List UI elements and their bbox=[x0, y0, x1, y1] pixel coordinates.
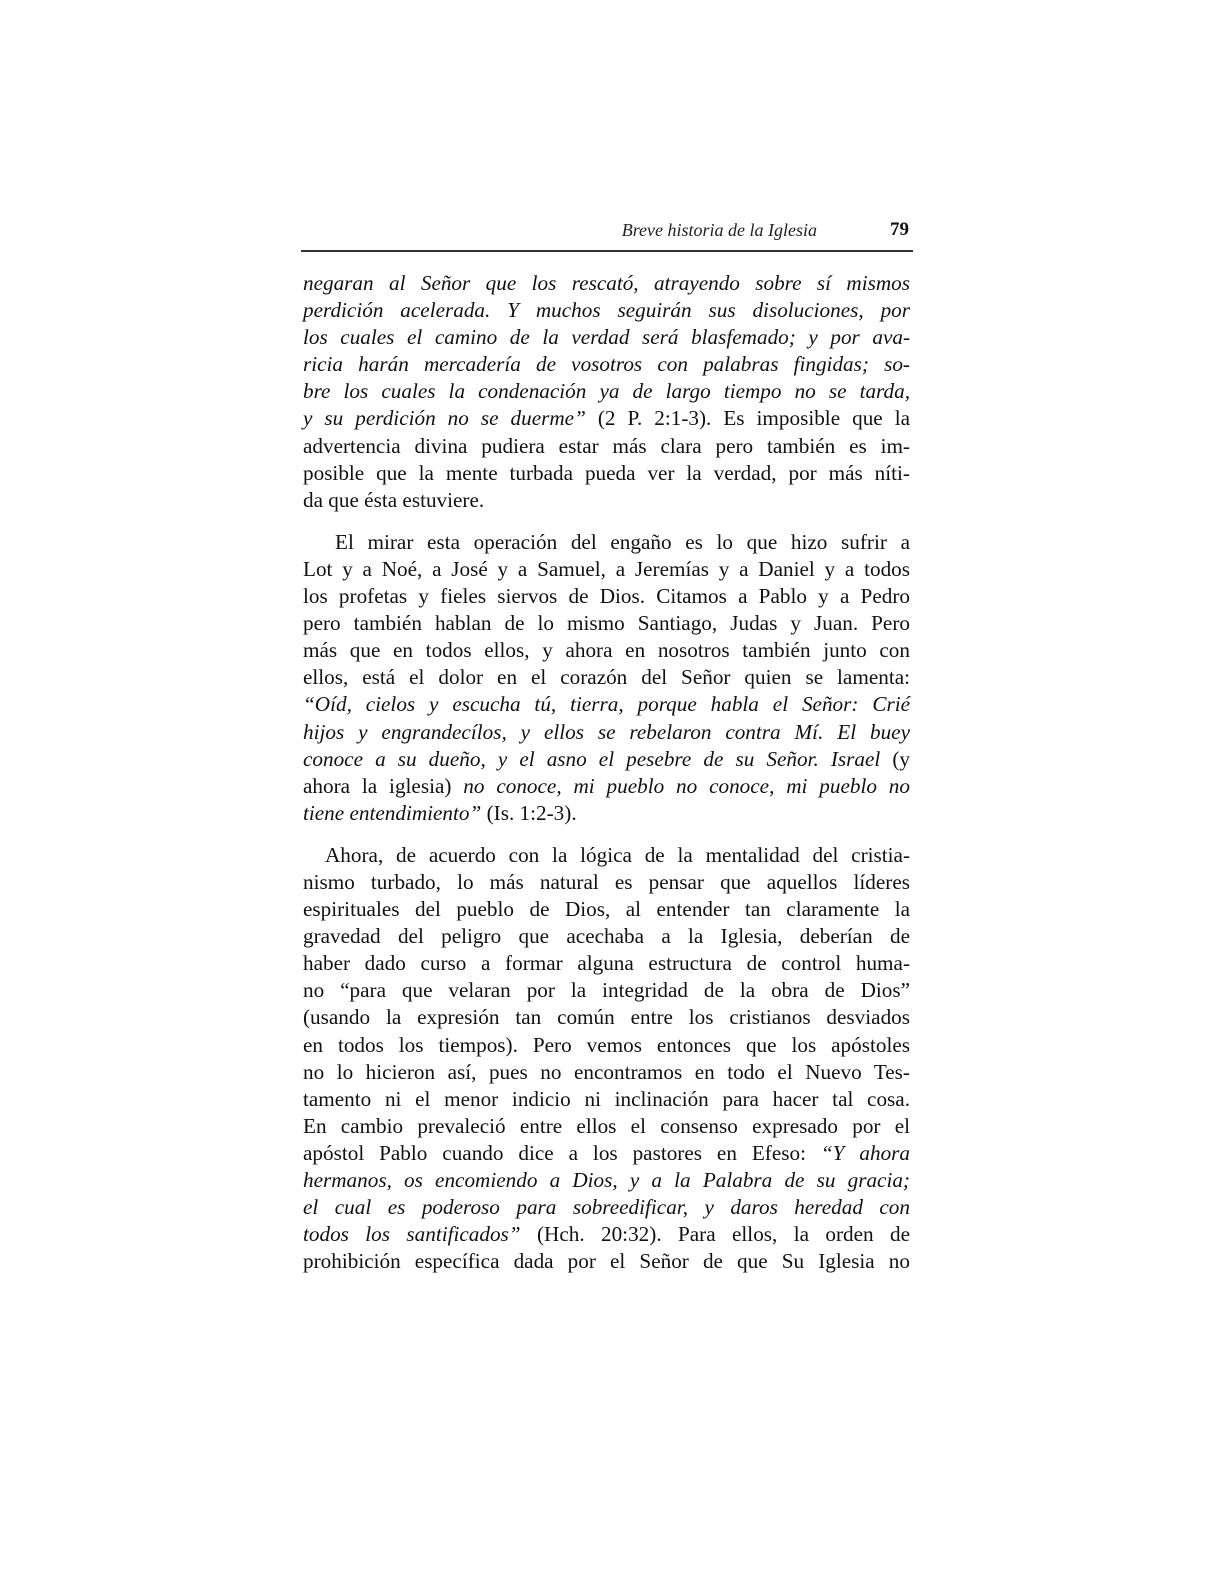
text-line bbox=[303, 324, 910, 351]
text-run: haber dado curso a formar alguna estructura de control huma- bbox=[303, 951, 910, 976]
text-line bbox=[303, 1113, 910, 1140]
running-header bbox=[301, 218, 913, 252]
text-run: advertencia divina pudiera estar más clara pero también es im- bbox=[303, 433, 910, 458]
text-line bbox=[303, 583, 910, 610]
text-line bbox=[303, 950, 910, 977]
text-run: posible que la mente turbada pueda ver la verdad, por más níti- bbox=[303, 460, 910, 485]
text-line bbox=[303, 1167, 910, 1194]
text-run: (2 P. 2:1-3). Es imposible que la bbox=[585, 406, 910, 431]
italic-text: tiene entendimiento” bbox=[303, 800, 482, 825]
italic-text: “Oíd, cielos y escucha tú, tierra, porque habla el Señor: Crié bbox=[303, 692, 910, 717]
text-line bbox=[303, 297, 910, 324]
text-line bbox=[303, 719, 910, 746]
text-run: (Is. 1:2-3). bbox=[481, 800, 577, 825]
text-line bbox=[303, 1059, 910, 1086]
text-line bbox=[303, 896, 910, 923]
paragraph bbox=[303, 842, 910, 1276]
text-line bbox=[303, 1194, 910, 1221]
text-run: no lo hicieron así, pues no encontramos en todo el Nuevo Tes- bbox=[303, 1059, 910, 1084]
text-line bbox=[303, 556, 910, 583]
italic-text: conoce a su dueño, y el asno el pesebre de su Señor. Israel bbox=[303, 746, 881, 771]
text-run: (y bbox=[880, 746, 910, 771]
text-run: tamento ni el menor indicio ni inclinación para hacer tal cosa. bbox=[303, 1086, 910, 1111]
italic-text: negaran al Señor que los rescató, atrayendo sobre sí mismos bbox=[303, 271, 910, 295]
text-run: nismo turbado, lo más natural es pensar que aquellos líderes bbox=[303, 869, 910, 894]
text-run: gravedad del peligro que acechaba a la Iglesia, deberían de bbox=[303, 924, 910, 949]
text-line bbox=[303, 270, 910, 297]
italic-text: no conoce, mi pueblo no conoce, mi pueblo no bbox=[451, 773, 910, 798]
text-run: espirituales del pueblo de Dios, al entender tan claramente la bbox=[303, 897, 910, 922]
italic-text: el cual es poderoso para sobreedificar, y daros heredad con bbox=[303, 1195, 910, 1220]
body-text bbox=[303, 270, 910, 1275]
italic-text: todos los santificados” bbox=[303, 1222, 521, 1247]
text-line bbox=[303, 610, 910, 637]
text-line bbox=[303, 842, 910, 869]
text-run: no “para que velaran por la integridad de la obra de Dios” bbox=[303, 978, 910, 1003]
italic-text: y su perdición no se duerme” bbox=[303, 406, 586, 431]
paragraph bbox=[303, 529, 910, 827]
text-run: en todos los tiempos). Pero vemos entonces que los apóstoles bbox=[303, 1032, 910, 1057]
text-run: pero también hablan de lo mismo Santiago, Judas y Juan. Pero bbox=[303, 611, 910, 636]
text-line bbox=[303, 691, 910, 718]
text-line bbox=[303, 487, 910, 514]
text-line bbox=[303, 664, 910, 691]
italic-text: hermanos, os encomiendo a Dios, y a la Palabra de su gracia; bbox=[303, 1168, 910, 1192]
text-line bbox=[303, 405, 910, 432]
text-line bbox=[303, 869, 910, 896]
text-line bbox=[303, 977, 910, 1004]
italic-text: “Y ahora bbox=[820, 1140, 910, 1165]
text-run: Ahora, de acuerdo con la lógica de la mentalidad del cristia- bbox=[325, 842, 910, 867]
text-line bbox=[303, 460, 910, 487]
text-line bbox=[303, 351, 910, 378]
text-line bbox=[303, 923, 910, 950]
text-run: (usando la expresión tan común entre los cristianos desviados bbox=[303, 1005, 910, 1030]
text-run: ellos, está el dolor en el corazón del Señor quien se lamenta: bbox=[303, 665, 910, 690]
text-run: apóstol Pablo cuando dice a los pastores en Efeso: bbox=[303, 1140, 821, 1165]
text-line bbox=[303, 637, 910, 664]
text-run: En cambio prevaleció entre ellos el consenso expresado por el bbox=[303, 1113, 910, 1138]
text-run: Lot y a Noé, a José y a Samuel, a Jeremías y a Daniel y a todos bbox=[303, 556, 910, 581]
text-line bbox=[303, 1248, 910, 1275]
running-title: Breve historia de la Iglesia bbox=[621, 220, 817, 240]
text-run: da que ésta estuviere. bbox=[303, 487, 485, 512]
text-run: prohibición específica dada por el Señor de que Su Iglesia no bbox=[303, 1249, 910, 1274]
text-run: El mirar esta operación del engaño es lo que hizo sufrir a bbox=[335, 529, 910, 554]
text-line bbox=[303, 1004, 910, 1031]
italic-text: los cuales el camino de la verdad será blasfemado; y por ava- bbox=[303, 325, 910, 350]
text-line bbox=[303, 1086, 910, 1113]
text-line bbox=[303, 773, 910, 800]
text-line bbox=[303, 529, 910, 556]
text-run: (Hch. 20:32). Para ellos, la orden de bbox=[520, 1222, 910, 1247]
text-line bbox=[303, 1032, 910, 1059]
text-line bbox=[303, 1221, 910, 1248]
text-line bbox=[303, 746, 910, 773]
text-run: los profetas y fieles siervos de Dios. Citamos a Pablo y a Pedro bbox=[303, 584, 910, 609]
italic-text: ricia harán mercadería de vosotros con palabras fingidas; so- bbox=[303, 352, 910, 377]
italic-text: perdición acelerada. Y muchos seguirán sus disoluciones, por bbox=[303, 298, 910, 323]
text-run: más que en todos ellos, y ahora en nosotros también junto con bbox=[303, 638, 910, 663]
text-line bbox=[303, 800, 910, 827]
italic-text: hijos y engrandecílos, y ellos se rebelaron contra Mí. El buey bbox=[303, 719, 910, 744]
paragraph bbox=[303, 270, 910, 514]
text-run: ahora la iglesia) bbox=[303, 773, 452, 798]
page-number: 79 bbox=[890, 219, 909, 240]
text-line bbox=[303, 378, 910, 405]
italic-text: bre los cuales la condenación ya de largo tiempo no se tarda, bbox=[303, 379, 910, 404]
text-line bbox=[303, 1140, 910, 1167]
text-line bbox=[303, 433, 910, 460]
